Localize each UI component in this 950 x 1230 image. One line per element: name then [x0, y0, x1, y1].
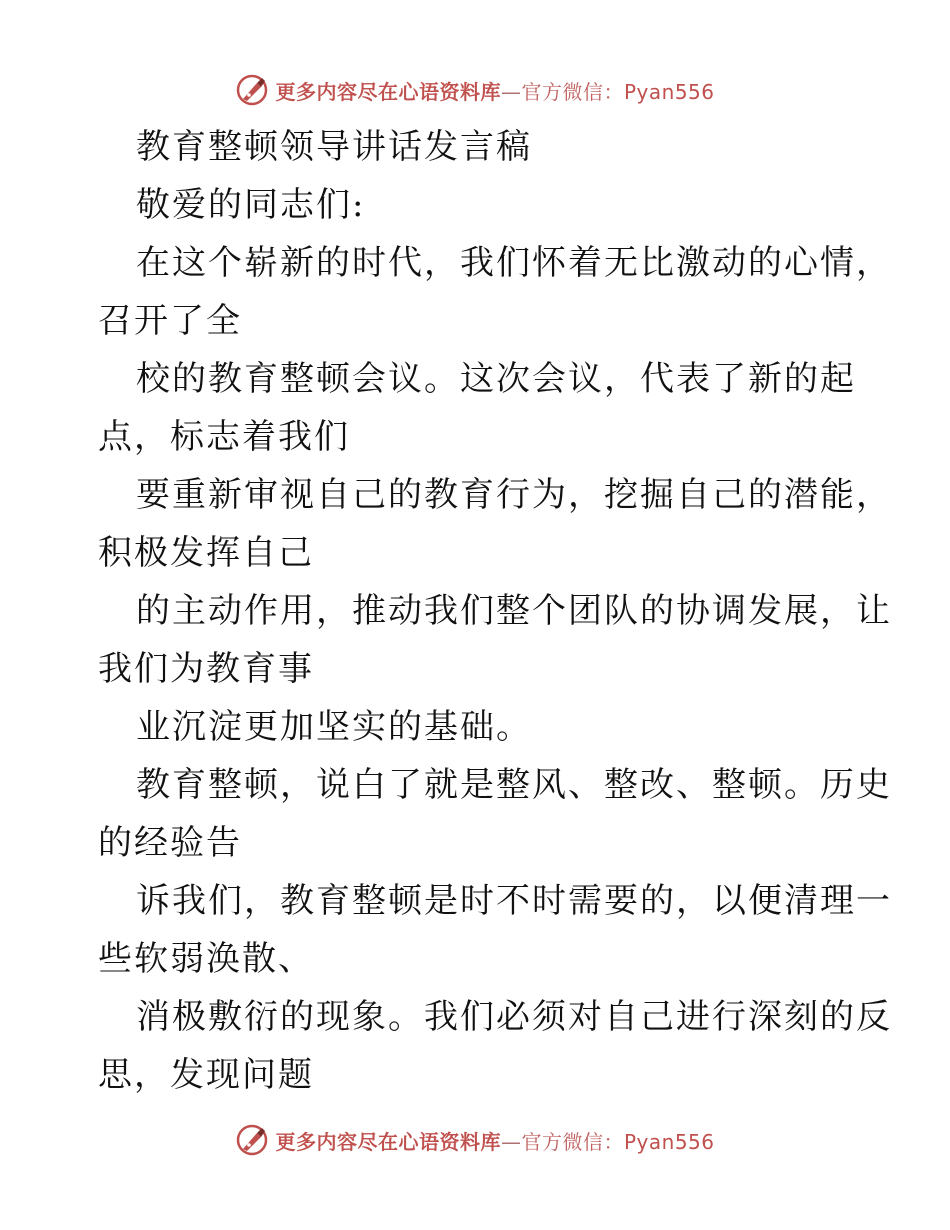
banner-text [275, 1126, 714, 1155]
banner-text [275, 76, 714, 105]
paragraph-line: 诉我们，教育整顿是时不时需要的，以便清理一 [136, 881, 892, 921]
paragraph-line: 些软弱涣散、 [98, 939, 314, 979]
banner-dash: — [500, 79, 522, 104]
paragraph-line: 我们为教育事 [98, 649, 314, 689]
document-lines [98, 176, 892, 1104]
paragraph-line: 的主动作用，推动我们整个团队的协调发展，让 [136, 591, 892, 631]
header-banner [0, 70, 950, 110]
paragraph-line: 要重新审视自己的教育行为，挖掘自己的潜能， [136, 475, 892, 515]
paragraph-line: 点，标志着我们 [98, 417, 350, 457]
paragraph-line: 思，发现问题 [98, 1055, 314, 1095]
pen-nib-logo-icon [235, 73, 269, 107]
paragraph-line: 召开了全 [98, 301, 242, 341]
paragraph-line: 敬爱的同志们: [136, 185, 366, 225]
paragraph-line: 在这个崭新的时代，我们怀着无比激动的心情， [136, 243, 892, 283]
paragraph-line: 教育整顿，说白了就是整风、整改、整顿。历史 [136, 765, 892, 805]
paragraph-line: 积极发挥自己 [98, 533, 314, 573]
banner-wechat-id: Pyan556 [623, 79, 715, 104]
banner-brand: 更多内容尽在心语资料库 [275, 79, 501, 104]
banner-wechat-label: 官方微信： [521, 79, 624, 104]
paragraph-line: 校的教育整顿会议。这次会议，代表了新的起 [136, 359, 856, 399]
document-title: 教育整顿领导讲话发言稿 [136, 127, 532, 167]
banner-wechat-id: Pyan556 [623, 1129, 715, 1154]
banner-brand: 更多内容尽在心语资料库 [275, 1129, 501, 1154]
paragraph-line: 业沉淀更加坚实的基础。 [136, 707, 532, 747]
banner-dash: — [500, 1129, 522, 1154]
document-body [98, 118, 892, 1104]
footer-banner [0, 1120, 950, 1160]
banner-wechat-label: 官方微信： [521, 1129, 624, 1154]
paragraph-line: 消极敷衍的现象。我们必须对自己进行深刻的反 [136, 997, 892, 1037]
pen-nib-logo-icon [235, 1123, 269, 1157]
paragraph-line: 的经验告 [98, 823, 242, 863]
